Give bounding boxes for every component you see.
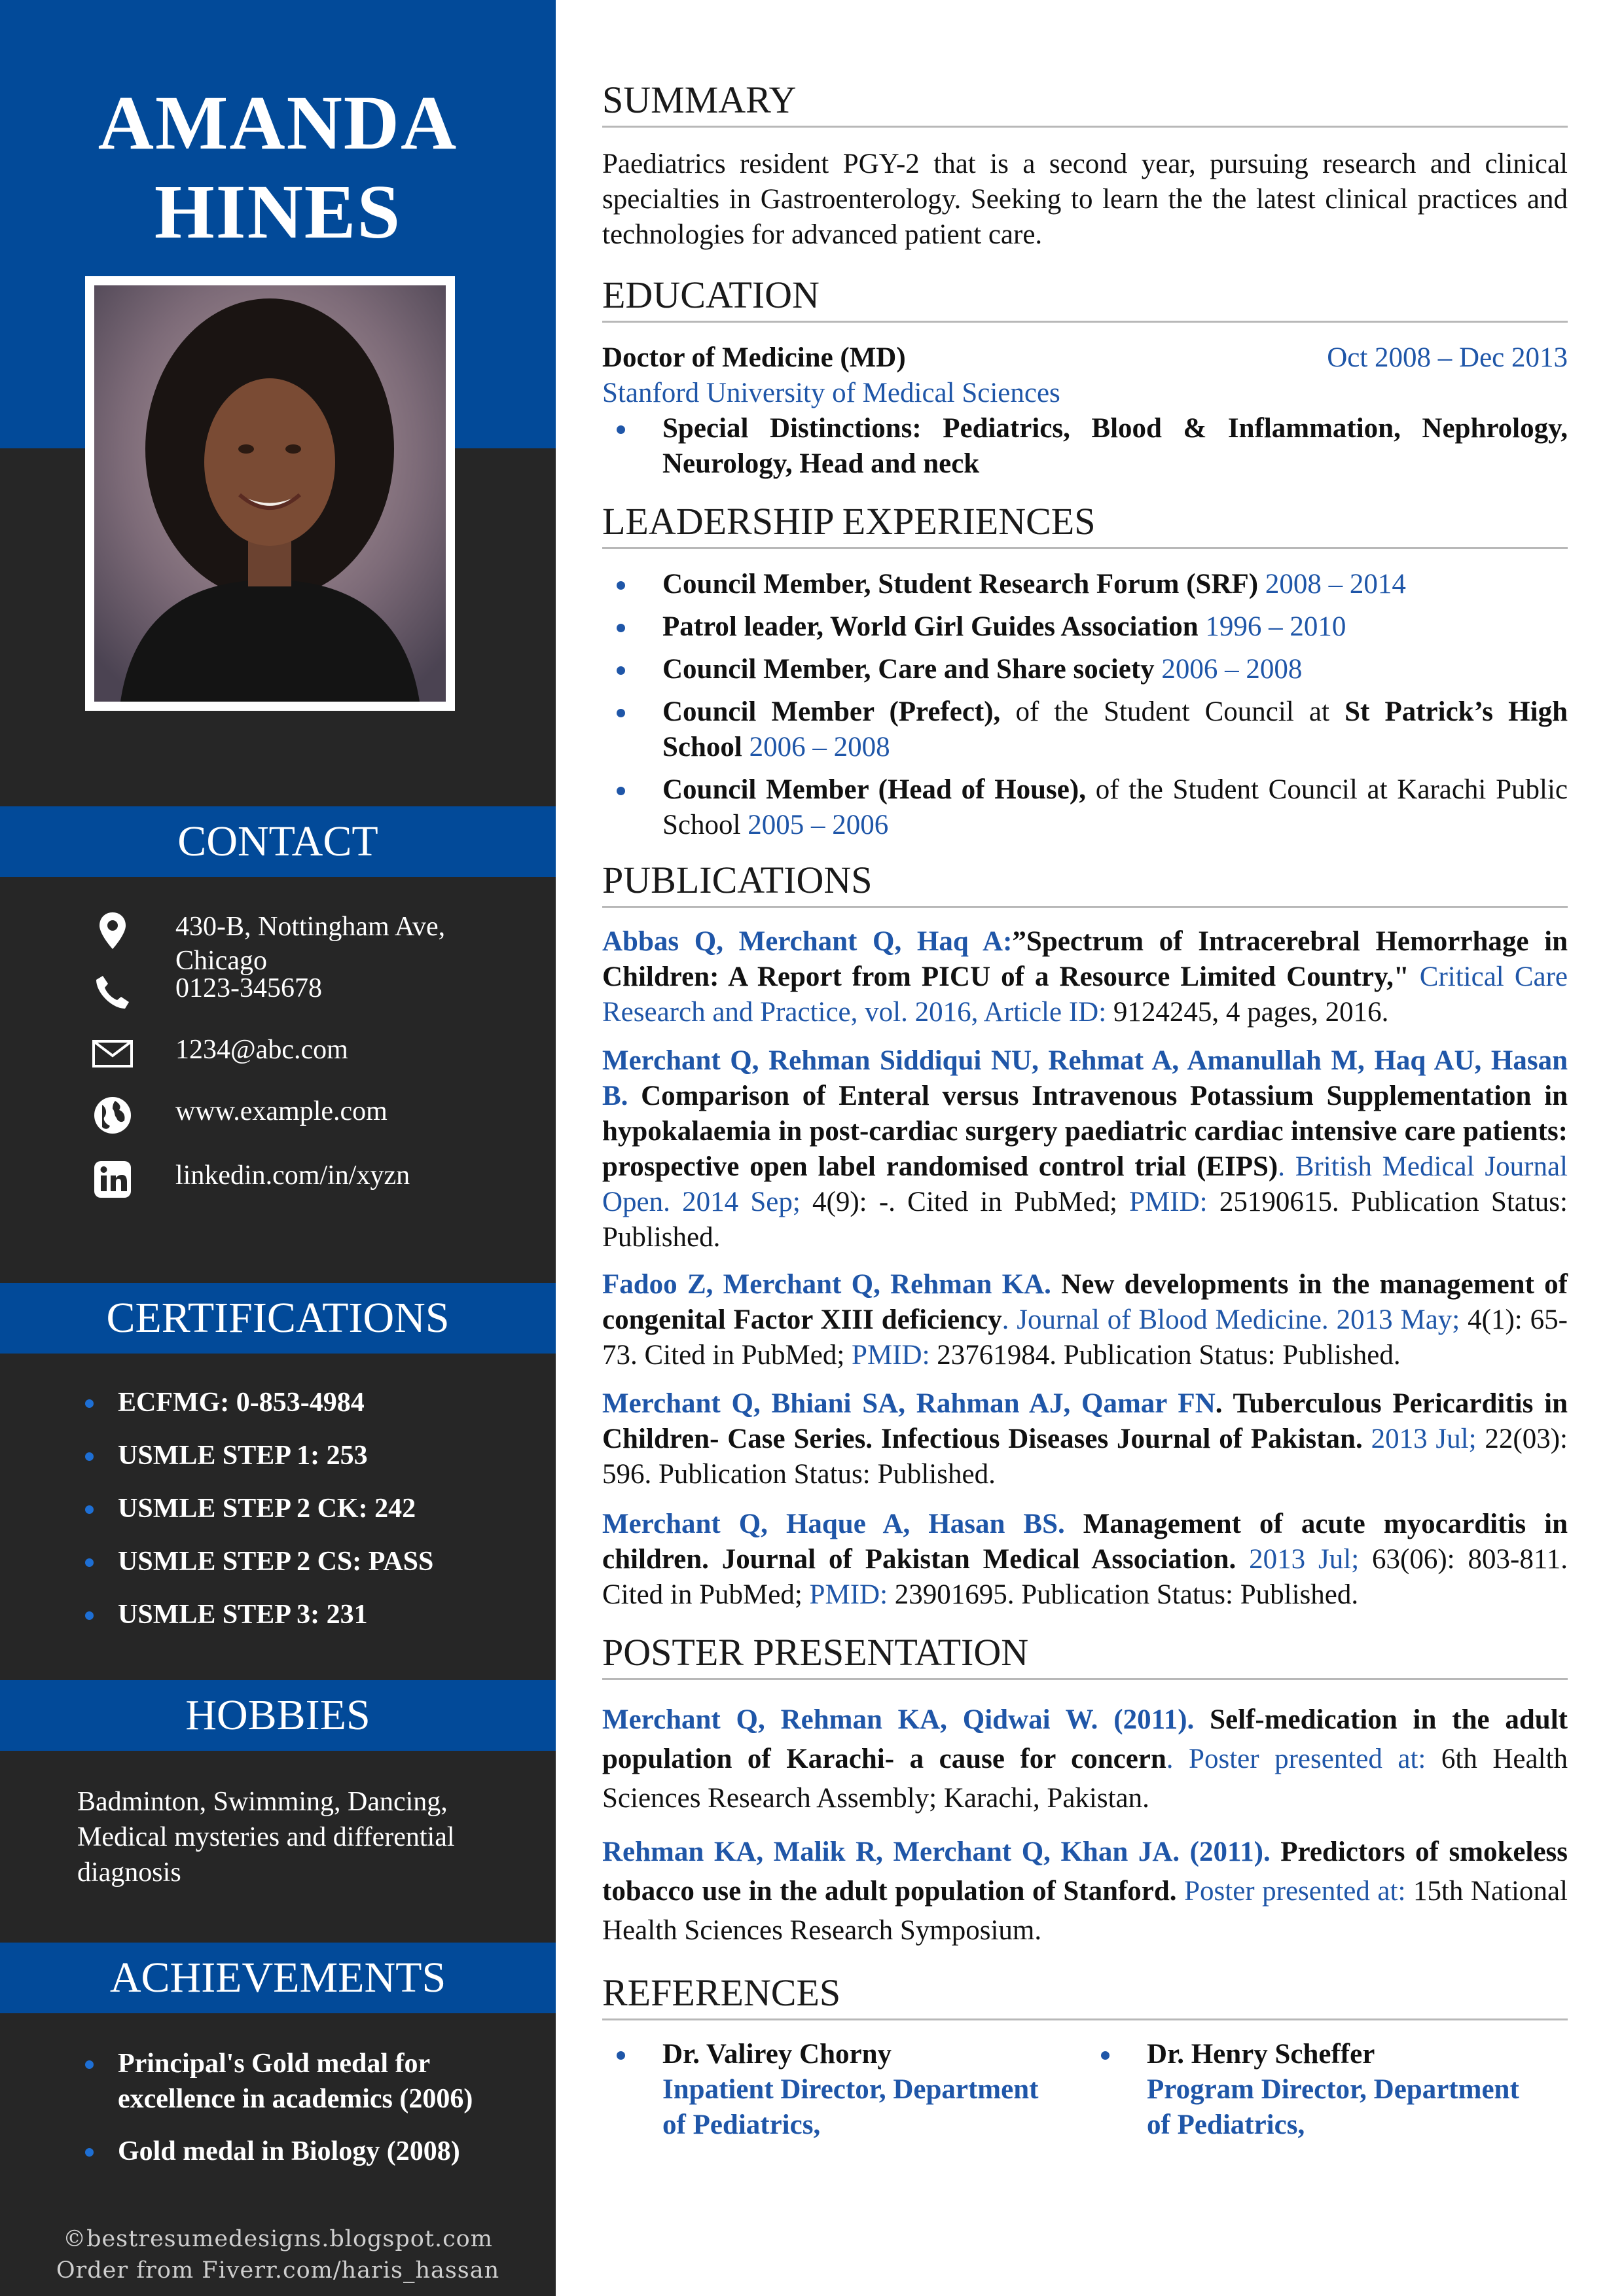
poster-item xyxy=(602,1700,1568,1818)
website-text[interactable]: www.example.com xyxy=(175,1096,388,1126)
poster-label: . Poster presented at: xyxy=(1166,1744,1426,1774)
pmid-label: PMID: xyxy=(852,1340,930,1371)
pub-details: 9124245, 4 pages, 2016. xyxy=(1106,997,1389,1028)
poster-venue: 15th National Health Sciences Research Symposium. xyxy=(602,1876,1568,1946)
list-item: Gold medal in Biology (2008) xyxy=(77,2134,535,2169)
education-dates: Oct 2008 – Dec 2013 xyxy=(1327,342,1568,373)
contact-phone xyxy=(92,971,537,1033)
contact-linkedin xyxy=(92,1158,537,1220)
globe-icon xyxy=(92,1094,134,1136)
linkedin-icon xyxy=(92,1158,134,1200)
portrait-image xyxy=(94,285,446,702)
bullet xyxy=(617,2051,625,2060)
pub-journal: . British Medical Journal Open. 2014 Sep; xyxy=(602,1151,1568,1217)
bullet xyxy=(1101,2051,1110,2060)
portrait-photo xyxy=(85,276,455,711)
reference-position: Inpatient Director, Department of Pediatrics, xyxy=(662,2074,1039,2140)
degree: Doctor of Medicine (MD) xyxy=(602,342,906,373)
references-heading: REFERENCES xyxy=(602,1970,1568,2020)
reference-item xyxy=(602,2037,1060,2143)
role: Council Member (Head of House), xyxy=(662,774,1086,805)
pub-authors: Merchant Q, Rehman Siddiqui NU, Rehmat A, Amanullah M, Haq AU, Hasan B. xyxy=(602,1045,1568,1111)
pub-journal: 2013 Jul; xyxy=(1362,1424,1477,1454)
contact-email xyxy=(92,1033,537,1094)
organization: St Patrick’s High School xyxy=(662,696,1568,762)
pub-details: 22(03): 596. Publication Status: Published. xyxy=(602,1424,1568,1490)
certifications-list xyxy=(77,1385,535,1632)
publication-item xyxy=(602,1043,1568,1255)
dates: 1996 – 2010 xyxy=(1205,611,1346,642)
poster-authors: Merchant Q, Rehman KA, Qidwai W. (2011). xyxy=(602,1704,1195,1735)
email-text[interactable]: 1234@abc.com xyxy=(175,1035,348,1065)
pub-authors: Fadoo Z, Merchant Q, Rehman KA. xyxy=(602,1269,1051,1300)
dates: 2006 – 2008 xyxy=(1161,654,1303,685)
poster-title: Predictors of smokeless tobacco use in the adult population of Stanford. xyxy=(602,1837,1568,1907)
education-heading: EDUCATION xyxy=(602,272,1568,323)
role: Council Member (Prefect), xyxy=(662,696,1001,727)
poster-title: Self-medication in the adult population of Karachi- a cause for concern xyxy=(602,1704,1568,1774)
pub-title: Management of acute myocarditis in children. Journal of Pakistan Medical Association. xyxy=(602,1509,1568,1575)
role: Patrol leader, World Girl Guides Association xyxy=(662,611,1199,642)
list-item xyxy=(602,567,1568,602)
education-distinctions xyxy=(602,411,1568,489)
summary-heading: SUMMARY xyxy=(602,77,1568,128)
dates: 2006 – 2008 xyxy=(749,732,890,762)
role-context: of the Student Council at Karachi Public School xyxy=(662,774,1568,840)
pmid-label: PMID: xyxy=(809,1579,888,1610)
list-item xyxy=(602,694,1568,765)
certifications-heading: CERTIFICATIONS xyxy=(0,1283,556,1354)
role-context: of the Student Council at xyxy=(1000,696,1345,727)
poster-label: Poster presented at: xyxy=(1176,1876,1406,1907)
pmid-value: 23761984. Publication Status: Published. xyxy=(929,1340,1401,1371)
credit-footer xyxy=(0,2223,556,2286)
pub-details: 63(06): 803-811. Cited in PubMed; xyxy=(602,1544,1568,1610)
publication-item xyxy=(602,924,1568,1030)
email-icon xyxy=(92,1033,134,1075)
publication-item xyxy=(602,1507,1568,1613)
list-item: USMLE STEP 1: 253 xyxy=(77,1438,535,1473)
credit-fiverr[interactable]: Order from Fiverr.com/haris_hassan xyxy=(56,2257,500,2284)
list-item: USMLE STEP 2 CK: 242 xyxy=(77,1491,535,1526)
achievements-list xyxy=(77,2046,535,2169)
last-name: HINES xyxy=(154,169,402,255)
first-name: AMANDA xyxy=(98,80,458,166)
dates: 2005 – 2006 xyxy=(748,810,889,840)
phone-text: 0123-345678 xyxy=(175,973,322,1003)
publications-heading: PUBLICATIONS xyxy=(602,857,1568,908)
pmid-value: 23901695. Publication Status: Published. xyxy=(888,1579,1359,1610)
summary-text: Paediatrics resident PGY-2 that is a second year, pursuing research and clinical specialties in Gastroenterology. Seeking to learn the the latest clinical practices and technologies for advanced patient care. xyxy=(602,149,1568,250)
pub-journal: . Journal of Blood Medicine. 2013 May; xyxy=(1001,1304,1460,1335)
publication-item xyxy=(602,1267,1568,1373)
pub-details: 4(9): -. Cited in PubMed; xyxy=(800,1187,1130,1217)
pub-journal: 2013 Jul; xyxy=(1236,1544,1360,1575)
hobbies-heading: HOBBIES xyxy=(0,1680,556,1751)
reference-name: Dr. Henry Scheffer xyxy=(1147,2039,1375,2070)
pub-authors: Abbas Q, Merchant Q, Haq A: xyxy=(602,926,1013,957)
poster-venue: 6th Health Sciences Research Assembly; Karachi, Pakistan. xyxy=(602,1744,1568,1814)
list-item: USMLE STEP 3: 231 xyxy=(77,1597,535,1632)
reference-position: Program Director, Department of Pediatrics, xyxy=(1147,2074,1519,2140)
pub-title: . Tuberculous Pericarditis in Children- Case Series. Infectious Diseases Journal of Pakistan. xyxy=(602,1388,1568,1454)
poster-heading: POSTER PRESENTATION xyxy=(602,1630,1568,1680)
address-text: 430-B, Nottingham Ave, Chicago xyxy=(175,912,446,976)
linkedin-text[interactable]: linkedin.com/in/xyzn xyxy=(175,1160,410,1191)
achievements-heading: ACHIEVEMENTS xyxy=(0,1943,556,2013)
list-item: ECFMG: 0-853-4984 xyxy=(77,1385,535,1420)
dates: 2008 – 2014 xyxy=(1265,569,1406,600)
contact-website xyxy=(92,1094,537,1158)
role: Council Member, Care and Share society xyxy=(662,654,1155,685)
pmid-value: 25190615. Publication Status: Published. xyxy=(602,1187,1568,1253)
list-item: USMLE STEP 2 CS: PASS xyxy=(77,1544,535,1579)
credit-blog[interactable]: ©bestresumedesigns.blogspot.com xyxy=(63,2226,493,2252)
education-degree-row xyxy=(602,340,1568,376)
list-item: Principal's Gold medal for excellence in academics (2006) xyxy=(77,2046,535,2117)
list-item xyxy=(602,772,1568,843)
phone-icon xyxy=(92,971,134,1013)
leadership-list xyxy=(602,567,1568,850)
pub-details: 4(1): 65-73. Cited in PubMed; xyxy=(602,1304,1568,1371)
location-pin-icon xyxy=(92,910,134,952)
leadership-heading: LEADERSHIP EXPERIENCES xyxy=(602,499,1568,549)
contact-list xyxy=(92,910,537,1220)
pub-title: ”Spectrum of Intracerebral Hemorrhage in Children: A Report from PICU of a Resource Limited Country," xyxy=(602,926,1568,992)
contact-heading: CONTACT xyxy=(0,806,556,877)
pub-title: Comparison of Enteral versus Intravenous Potassium Supplementation in hypokalaemia in post-cardiac surgery paediatric cardiac intensive care patients: prospective open label randomised control trial (EIPS) xyxy=(602,1081,1568,1182)
list-item xyxy=(602,652,1568,687)
reference-item xyxy=(1087,2037,1545,2143)
contact-address xyxy=(92,910,537,976)
reference-name: Dr. Valirey Chorny xyxy=(662,2039,892,2070)
list-item xyxy=(602,609,1568,645)
pub-journal: Critical Care Research and Practice, vol. 2016, Article ID: xyxy=(602,961,1568,1028)
poster-authors: Rehman KA, Malik R, Merchant Q, Khan JA. (2011). xyxy=(602,1837,1271,1867)
school: Stanford University of Medical Sciences xyxy=(602,378,1060,408)
pub-authors: Merchant Q, Bhiani SA, Rahman AJ, Qamar FN xyxy=(602,1388,1216,1419)
poster-item xyxy=(602,1833,1568,1950)
hobbies-text: Badminton, Swimming, Dancing, Medical mysteries and differential diagnosis xyxy=(77,1787,455,1888)
publication-item xyxy=(602,1386,1568,1492)
pub-authors: Merchant Q, Haque A, Hasan BS. xyxy=(602,1509,1065,1539)
role: Council Member, Student Research Forum (SRF) xyxy=(662,569,1259,600)
list-item: Special Distinctions: Pediatrics, Blood & Inflammation, Nephrology, Neurology, Head and neck xyxy=(602,411,1568,482)
sidebar xyxy=(0,0,556,2296)
pub-title: New developments in the management of congenital Factor XIII deficiency xyxy=(602,1269,1568,1335)
candidate-name xyxy=(0,79,556,257)
pmid-label: PMID: xyxy=(1129,1187,1208,1217)
